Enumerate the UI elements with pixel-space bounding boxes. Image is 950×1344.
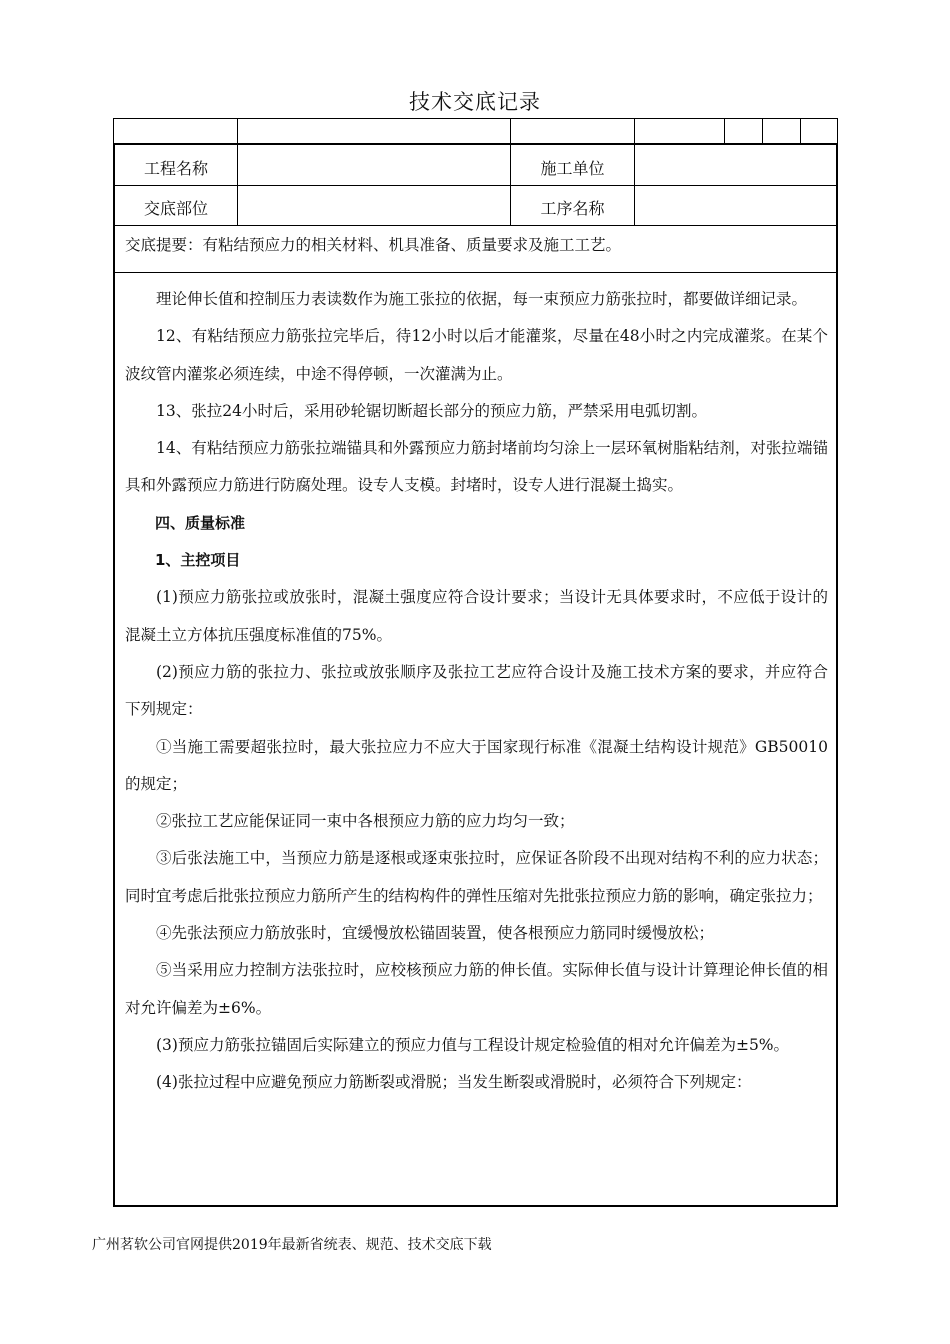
divider <box>762 119 763 143</box>
disclosure-record-table <box>113 143 838 1207</box>
paragraph: (4)张拉过程中应避免预应力筋断裂或滑脱；当发生断裂或滑脱时，必须符合下列规定： <box>156 1073 752 1092</box>
divider <box>510 119 511 143</box>
paragraph: ④先张法预应力筋放张时，宜缓慢放松锚固装置，使各根预应力筋同时缓慢放松； <box>156 924 715 943</box>
paragraph: (3)预应力筋张拉锚固后实际建立的预应力值与工程设计规定检验值的相对允许偏差为±5%。 <box>156 1035 790 1054</box>
construction-unit-label: 施工单位 <box>540 159 605 178</box>
record-number-row <box>113 118 838 143</box>
paragraph: ②张拉工艺应能保证同一束中各根预应力筋的应力均匀一致； <box>156 812 575 831</box>
paragraph: ③后张法施工中，当预应力筋是逐根或逐束张拉时，应保证各阶段不出现对结构不利的应力状态；同时宜考虑后批张拉预应力筋所产生的结构构件的弹性压缩对先批张拉预应力筋的影响，确定张拉力； <box>125 849 828 905</box>
paragraph: 理论伸长值和控制压力表读数作为施工张拉的依据，每一束预应力筋张拉时，都要做详细记录。 <box>156 290 808 308</box>
row-divider <box>115 225 836 226</box>
section-heading: 四、质量标准 <box>155 513 246 532</box>
divider <box>800 119 801 143</box>
paragraph: 12、有粘结预应力筋张拉完毕后，待12小时以后才能灌浆，尽量在48小时之内完成灌浆。在某个波纹管内灌浆必须连续，中途不得停顿，一次灌满为止。 <box>125 327 828 383</box>
document-title: 技术交底记录 <box>409 90 541 114</box>
paragraph: 14、有粘结预应力筋张拉端锚具和外露预应力筋封堵前均匀涂上一层环氧树脂粘结剂，对张拉端锚具和外露预应力筋进行防腐处理。设专人支模。封堵时，设专人进行混凝土捣实。 <box>125 439 828 495</box>
col-divider <box>634 145 635 225</box>
divider <box>724 119 725 143</box>
paragraph: 13、张拉24小时后，采用砂轮锯切断超长部分的预应力筋，严禁采用电弧切割。 <box>156 401 707 420</box>
divider <box>237 119 238 143</box>
process-name-label: 工序名称 <box>540 199 605 218</box>
page-footer: 广州茗软公司官网提供2019年最新省统表、规范、技术交底下载 <box>92 1237 492 1253</box>
disclosure-body <box>125 281 828 1102</box>
divider <box>634 119 635 143</box>
project-name-label: 工程名称 <box>143 159 208 178</box>
paragraph: (1)预应力筋张拉或放张时，混凝土强度应符合设计要求；当设计无具体要求时，不应低于设计的混凝土立方体抗压强度标准值的75%。 <box>125 588 828 644</box>
disclosure-summary: 交底提要：有粘结预应力的相关材料、机具准备、质量要求及施工工艺。 <box>125 236 622 254</box>
col-divider <box>237 145 238 225</box>
paragraph: ⑤当采用应力控制方法张拉时，应校核预应力筋的伸长值。实际伸长值与设计计算理论伸长值的相对允许偏差为±6%。 <box>125 961 828 1017</box>
paragraph: ①当施工需要超张拉时，最大张拉应力不应大于国家现行标准《混凝土结构设计规范》GB50010的规定； <box>125 737 828 793</box>
row-divider <box>115 272 836 273</box>
paragraph: (2)预应力筋的张拉力、张拉或放张顺序及张拉工艺应符合设计及施工技术方案的要求，并应符合下列规定： <box>125 662 828 719</box>
disclosure-part-label: 交底部位 <box>143 199 208 218</box>
row-divider <box>115 185 836 186</box>
subsection-heading: 1、主控项目 <box>155 551 241 570</box>
